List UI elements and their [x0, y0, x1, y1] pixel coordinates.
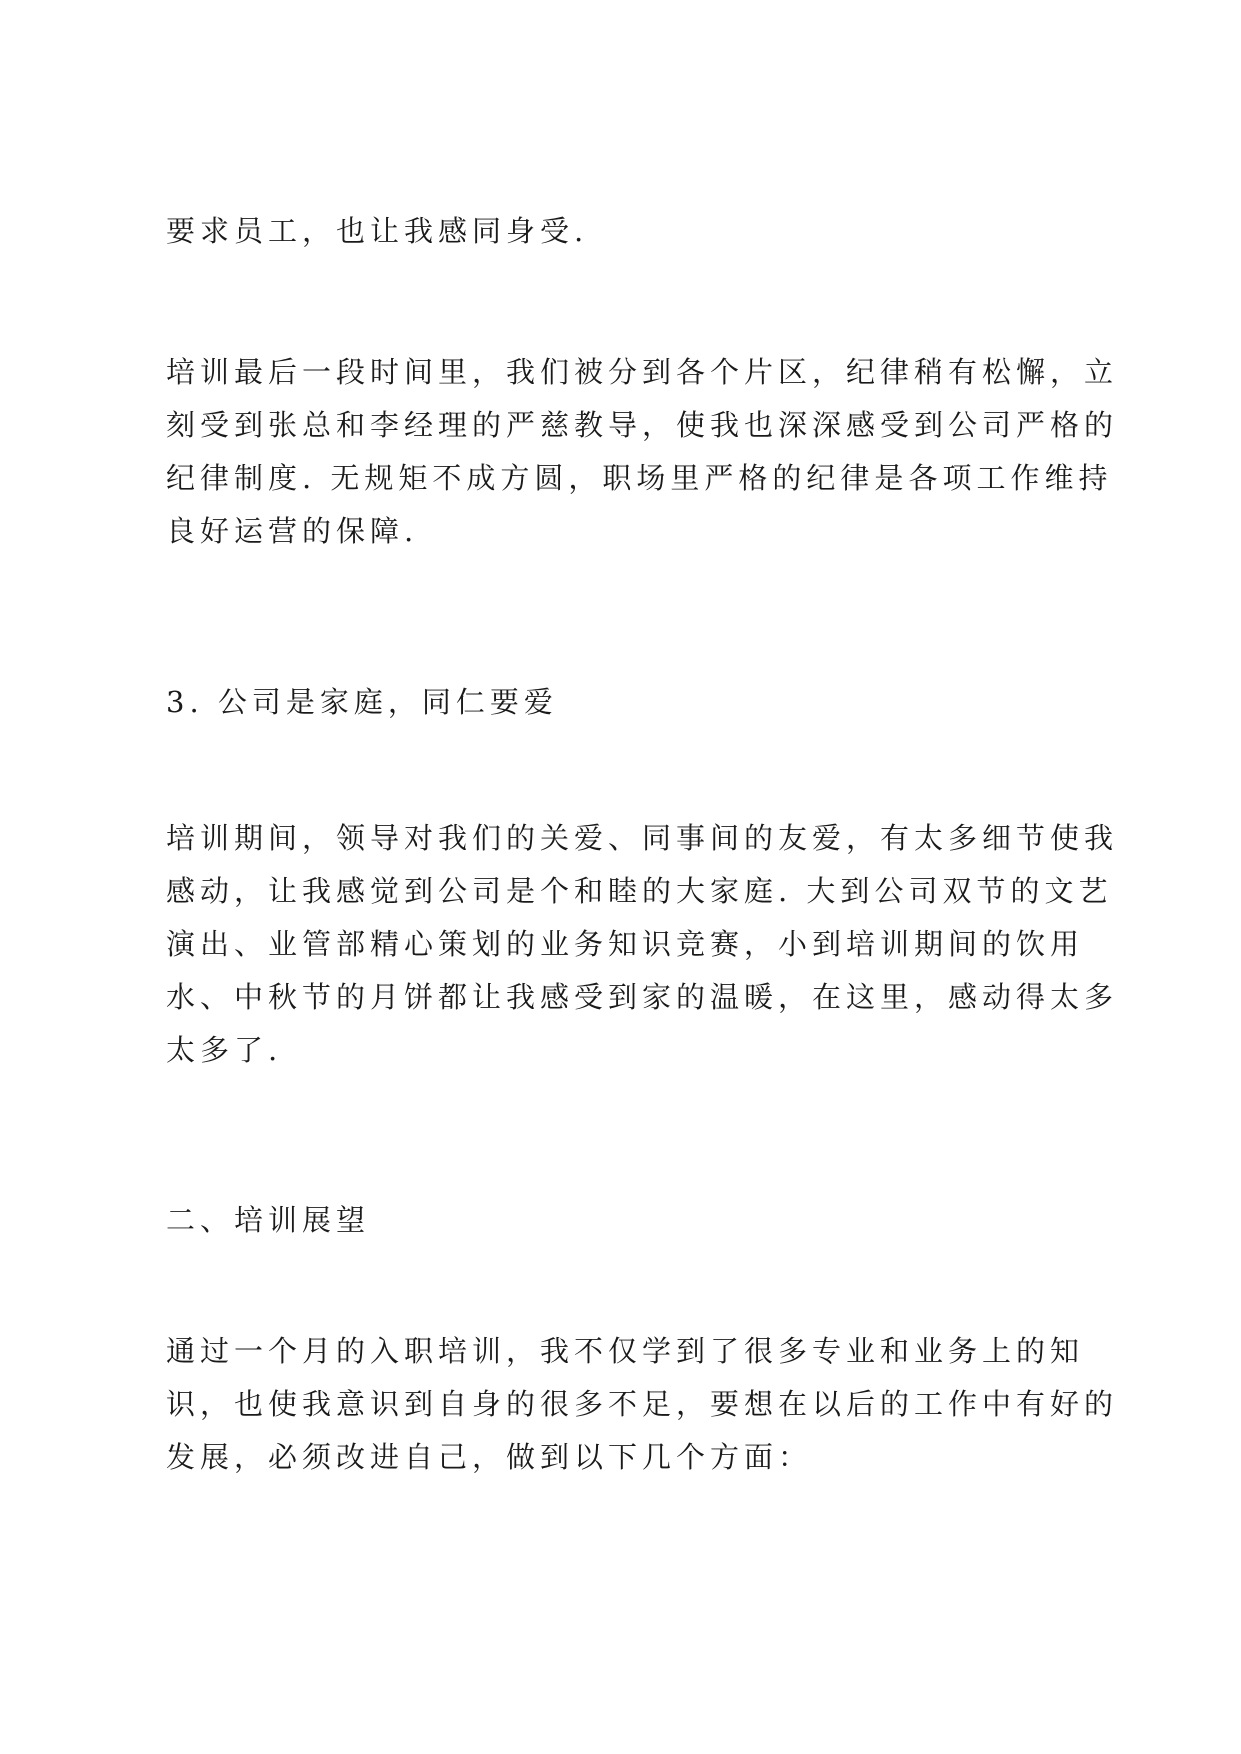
text-line: 良好运营的保障.: [166, 514, 419, 548]
text-line: 感动，让我感觉到公司是个和睦的大家庭. 大到公司双节的文艺: [166, 874, 1113, 908]
text-line: 培训期间，领导对我们的关爱、同事间的友爱，有太多细节使我: [166, 821, 1119, 855]
text-line: 要求员工，也让我感同身受.: [166, 214, 589, 248]
text-line: 识，也使我意识到自身的很多不足，要想在以后的工作中有好的: [166, 1387, 1119, 1421]
text-line: 演出、业管部精心策划的业务知识竞赛，小到培训期间的饮用: [166, 927, 1085, 961]
paragraph-outlook: [166, 1325, 1119, 1484]
text-line: 通过一个月的入职培训，我不仅学到了很多专业和业务上的知: [166, 1334, 1085, 1368]
text-line: 水、中秋节的月饼都让我感受到家的温暖，在这里，感动得太多: [166, 980, 1119, 1014]
paragraph-care: [166, 812, 1119, 1077]
text-line: 刻受到张总和李经理的严慈教导，使我也深深感受到公司严格的: [166, 408, 1119, 442]
paragraph-continuation: [166, 205, 1096, 258]
paragraph-discipline: [166, 346, 1119, 558]
text-line: 培训最后一段时间里，我们被分到各个片区，纪律稍有松懈，立: [166, 355, 1119, 389]
heading-text: 3. 公司是家庭，同仁要爱: [166, 685, 558, 719]
heading-training-outlook: [166, 1194, 1096, 1247]
text-line: 纪律制度. 无规矩不成方圆，职场里严格的纪律是各项工作维持: [166, 461, 1113, 495]
heading-company-family: [166, 676, 1096, 729]
text-line: 发展，必须改进自己，做到以下几个方面：: [166, 1440, 813, 1474]
heading-text: 二、培训展望: [166, 1203, 371, 1237]
text-line: 太多了.: [166, 1033, 283, 1067]
